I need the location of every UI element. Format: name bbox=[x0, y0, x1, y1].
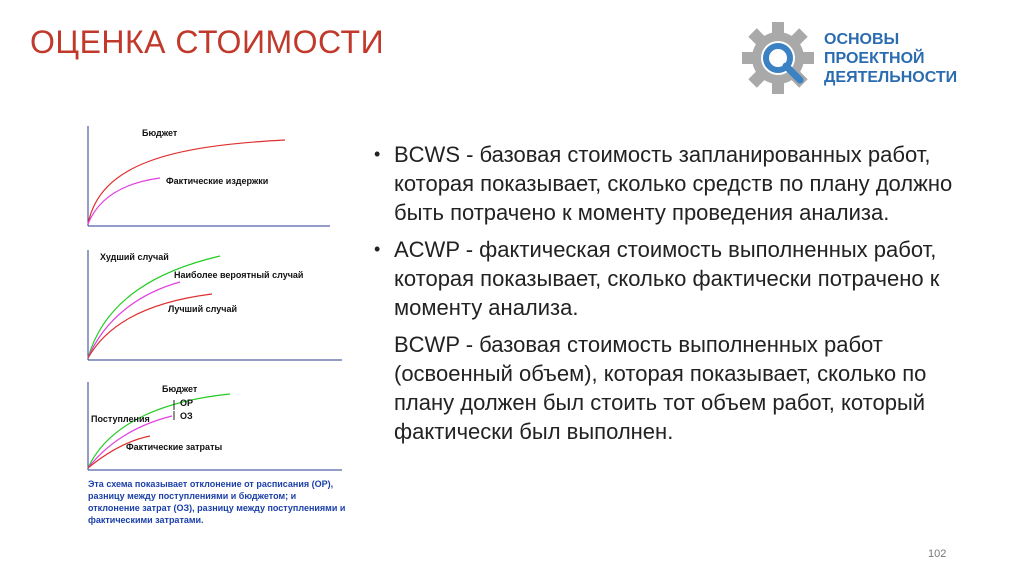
actual-curve bbox=[88, 178, 160, 224]
bullet-item-bcws bbox=[372, 140, 972, 227]
budget-label: Бюджет bbox=[142, 128, 178, 138]
bullet-list bbox=[372, 140, 972, 454]
actual-costs-label: Фактические затраты bbox=[126, 442, 223, 452]
bullet-text: ACWP - фактическая стоимость выполненных работ, которая показывает, сколько фактически потрачено к моменту анализа. bbox=[394, 237, 940, 320]
worst-case-label: Худший случай bbox=[100, 252, 169, 262]
logo-text bbox=[824, 30, 957, 87]
actual-costs-label: Фактические издержки bbox=[166, 176, 269, 186]
income-label: Поступления bbox=[91, 414, 150, 424]
logo-line-3: ДЕЯТЕЛЬНОСТИ bbox=[824, 69, 958, 86]
bullet-text: BCWS - базовая стоимость запланированных работ, которая показывает, сколько средств по плану должно быть потрачено к моменту проведения анализа. bbox=[394, 142, 953, 225]
page-number: 102 bbox=[928, 548, 947, 560]
budget-vs-actual-diagram bbox=[80, 124, 340, 234]
bullet-item-bcwp bbox=[372, 330, 972, 446]
bullet-text: BCWP - базовая стоимость выполненных работ (освоенный объем), которая показывает, сколько по плану должен был стоить тот объем работ, который фактически был выполнен. bbox=[394, 332, 927, 444]
diagram-caption: Эта схема показывает отклонение от расписания (ОР), разницу между поступлениями и бюджетом; и отклонение затрат (ОЗ), разницу между поступлениями и фактическими затратами. bbox=[88, 479, 346, 525]
bullet-marker: • bbox=[374, 144, 381, 164]
logo-line-1: ОСНОВЫ bbox=[824, 31, 900, 48]
likely-case-label: Наиболее вероятный случай bbox=[174, 270, 304, 280]
budget-curve bbox=[88, 394, 230, 468]
budget-label: Бюджет bbox=[162, 384, 198, 394]
oz-label: ОЗ bbox=[180, 411, 193, 421]
bullet-item-acwp bbox=[372, 235, 972, 322]
slide-title: ОЦЕНКА СТОИМОСТИ bbox=[30, 24, 385, 60]
bullet-marker: • bbox=[374, 239, 381, 259]
scenario-diagram bbox=[80, 248, 350, 366]
variance-diagram bbox=[80, 380, 350, 476]
logo-line-2: ПРОЕКТНОЙ bbox=[824, 50, 925, 67]
best-case-label: Лучший случай bbox=[168, 304, 237, 314]
op-label: ОР bbox=[180, 398, 194, 408]
